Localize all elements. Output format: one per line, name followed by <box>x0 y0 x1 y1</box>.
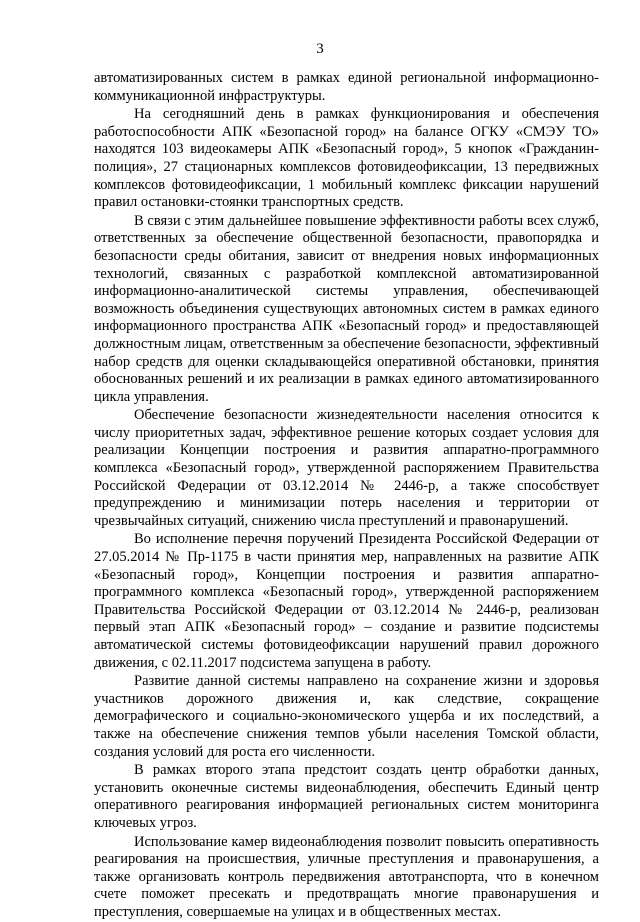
page-number: 3 <box>316 41 324 57</box>
paragraph-continuation: автоматизированных систем в рамках единой региональной информационно-коммуникационной инфраструктуры. <box>94 70 599 104</box>
paragraph-system-development: Развитие данной системы направлено на сохранение жизни и здоровья участников дорожного движения и, как следствие, сокращение демографического и социально-экономического ущерба и их последствий, а также на обеспечение снижения темпов убыли населения Томской области, создания условий для роста его численности. <box>94 673 599 760</box>
paragraph-current-state: На сегодняшний день в рамках функционирования и обеспечения работоспособности АПК «Безопасной город» на балансе ОГКУ «СМЭУ ТО» находятся 103 видеокамеры АПК «Безопасный город», 5 кнопок «Гражданин-полиция», 27 стационарных комплексов фотовидеофиксации, 13 передвижных комплексов фотовидеофиксации, 1 мобильный комплекс фиксации нарушений правил остановки-стоянки транспортных средств. <box>94 106 599 211</box>
paragraph-second-stage: В рамках второго этапа предстоит создать центр обработки данных, установить оконечные системы видеонаблюдения, обеспечить Единый центр оперативного реагирования информацией региональных систем мониторинга ключевых угроз. <box>94 762 599 831</box>
paragraph-first-stage: Во исполнение перечня поручений Президента Российской Федерации от 27.05.2014 № Пр-1175 в части принятия мер, направленных на развитие АПК «Безопасный город», Концепции построения и развития аппаратно-программного комплекса «Безопасный город», утвержденной распоряжением Правительства Российской Федерации от 03.12.2014 № 2446-р, реализован первый этап АПК «Безопасный город» – создание и развитие подсистемы автоматической системы фотовидеофиксации нарушений правил дорожного движения, с 02.11.2017 подсистема запущена в работу. <box>94 531 599 671</box>
paragraph-camera-usage: Использование камер видеонаблюдения позволит повысить оперативность реагирования на происшествия, уличные преступления и правонарушения, а также организовать контроль передвижения автотранспорта, что в конечном счете поможет пресекать и предотвращать многие правонарушения и преступления, совершаемые на улицах и в общественных местах. <box>94 833 599 920</box>
paragraph-safety-priority: Обеспечение безопасности жизнедеятельности населения относится к числу приоритетных задач, эффективное решение которых создает условия для реализации Концепции построения и развития аппаратно-программного комплекса «Безопасный город», утвержденной распоряжением Правительства Российской Федерации от 03.12.2014 № 2446-р, а также способствует предупреждению и минимизации потерь населения и территории от чрезвычайных ситуаций, снижению числа преступлений и правонарушений. <box>94 407 599 529</box>
body-text <box>94 70 599 922</box>
paragraph-efficiency: В связи с этим дальнейшее повышение эффективности работы всех служб, ответственных за обеспечение общественной безопасности, правопорядка и безопасности среды обитания, зависит от внедрения новых информационных технологий, связанных с разработкой комплексной автоматизированной информационно-аналитической системы управления, обеспечивающей возможность объединения существующих автономных систем в рамках единого информационного пространства АПК «Безопасный город» и предоставляющей должностным лицам, ответственным за обеспечение безопасности, эффективный набор средств для оценки складывающейся оперативной обстановки, принятия обоснованных решений и их реализации в рамках единого автоматизированного цикла управления. <box>94 212 599 405</box>
